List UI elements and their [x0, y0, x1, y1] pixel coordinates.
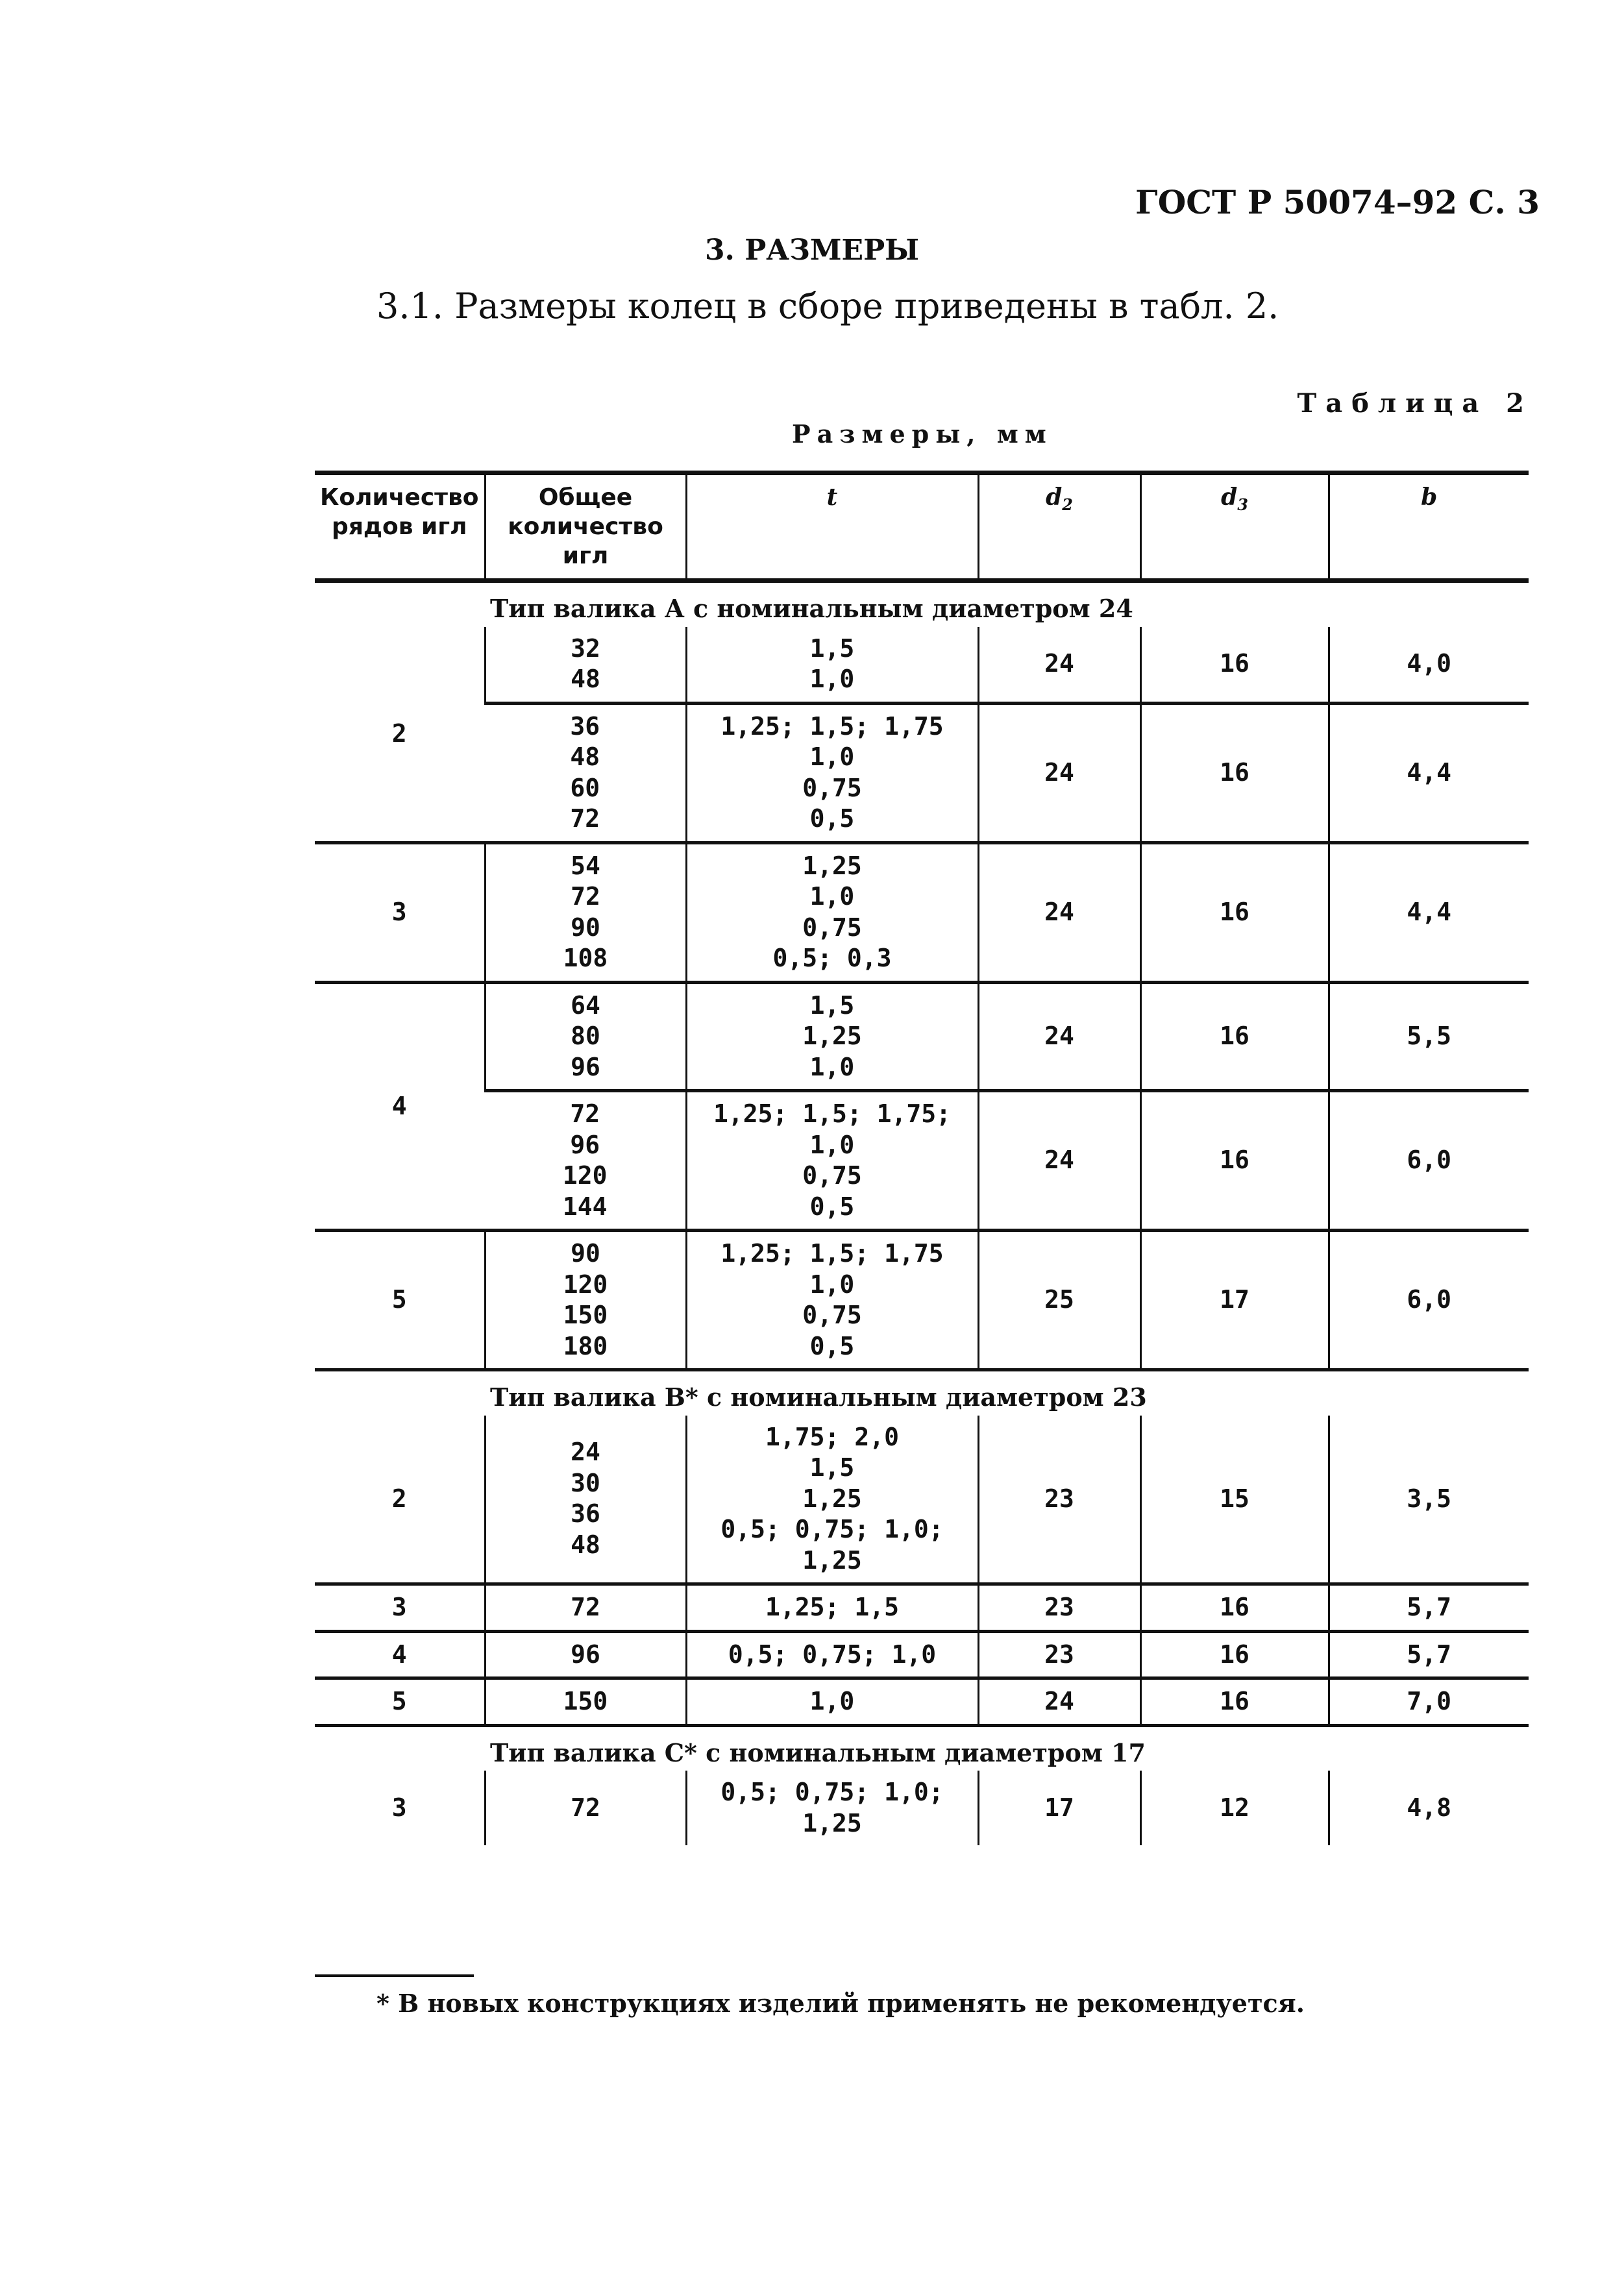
cell-t: 1,25; 1,5; 1,75 1,0 0,75 0,5: [686, 703, 978, 842]
cell-d3: 16: [1140, 1631, 1329, 1678]
cell-rows: 5: [315, 1678, 485, 1726]
cell-d2: 24: [978, 982, 1140, 1091]
cell-t: 0,5; 0,75; 1,0: [686, 1631, 978, 1678]
cell-d3: 16: [1140, 703, 1329, 842]
cell-b: 5,7: [1329, 1584, 1529, 1632]
cell-total: 36 48 60 72: [485, 703, 686, 842]
footnote-rule: [315, 1974, 474, 1977]
group-title-row: [315, 1370, 1529, 1416]
table-label: Таблица 2: [1297, 388, 1533, 419]
cell-total: 32 48: [485, 627, 686, 704]
cell-total: 96: [485, 1631, 686, 1678]
cell-d3: 16: [1140, 1584, 1329, 1632]
cell-d3: 15: [1140, 1416, 1329, 1584]
table-row: [315, 627, 1529, 704]
cell-b: 3,5: [1329, 1416, 1529, 1584]
cell-total: 54 72 90 108: [485, 842, 686, 982]
cell-t: 1,25; 1,5: [686, 1584, 978, 1632]
cell-d2: 17: [978, 1771, 1140, 1845]
cell-t: 1,25; 1,5; 1,75 1,0 0,75 0,5: [686, 1231, 978, 1370]
group-title-b: Тип валика В* с номинальным диаметром 23: [490, 1382, 1147, 1412]
cell-total: 72: [485, 1771, 686, 1845]
cell-rows: 2: [391, 1484, 407, 1513]
cell-b: 4,4: [1329, 703, 1529, 842]
cell-rows: 3: [315, 1584, 485, 1632]
paragraph-3-1: 3.1. Размеры колец в сборе приведены в табл. 2.: [376, 286, 1279, 326]
cell-rows: 2: [391, 718, 407, 748]
table-row: [315, 1678, 1529, 1726]
cell-d2: 23: [978, 1631, 1140, 1678]
table-row: [315, 1091, 1529, 1231]
table-header-row: [315, 473, 1529, 581]
cell-d2: 25: [978, 1231, 1140, 1370]
col-header-total: Общее количество игл: [485, 473, 686, 581]
cell-t: 1,0: [686, 1678, 978, 1726]
cell-b: 4,0: [1329, 627, 1529, 704]
document-header: ГОСТ Р 50074–92 С. 3: [1135, 183, 1540, 221]
cell-total: 72 96 120 144: [485, 1091, 686, 1231]
cell-rows: 3: [391, 1793, 407, 1822]
cell-d2: 24: [978, 1678, 1140, 1726]
cell-b: 5,5: [1329, 982, 1529, 1091]
cell-d2: 23: [978, 1416, 1140, 1584]
cell-rows: 4: [315, 1631, 485, 1678]
cell-total: 90 120 150 180: [485, 1231, 686, 1370]
col-header-b: b: [1329, 473, 1529, 581]
cell-d3: 12: [1140, 1771, 1329, 1845]
cell-t: 1,75; 2,0 1,5 1,25 0,5; 0,75; 1,0; 1,25: [686, 1416, 978, 1584]
cell-d2: 24: [978, 1091, 1140, 1231]
cell-t: 1,5 1,25 1,0: [686, 982, 978, 1091]
cell-t: 1,25; 1,5; 1,75; 1,0 0,75 0,5: [686, 1091, 978, 1231]
table-row: [315, 1584, 1529, 1632]
col-header-d3: $d_3$: [1140, 473, 1329, 581]
cell-d3: 16: [1140, 982, 1329, 1091]
cell-d3: 16: [1140, 842, 1329, 982]
group-title-c: Тип валика С* с номинальным диаметром 17: [490, 1738, 1146, 1767]
group-title-row: [315, 581, 1529, 627]
group-title-row: [315, 1725, 1529, 1771]
cell-b: 5,7: [1329, 1631, 1529, 1678]
col-header-d2: $d_2$: [978, 473, 1140, 581]
cell-d3: 16: [1140, 627, 1329, 704]
footnote: * В новых конструкциях изделий применять не рекомендуется.: [376, 1989, 1305, 2018]
table-row: [315, 1771, 1529, 1845]
cell-t: 1,25 1,0 0,75 0,5; 0,3: [686, 842, 978, 982]
cell-rows: 3: [315, 842, 485, 982]
section-title: 3. РАЗМЕРЫ: [704, 234, 920, 267]
table-row: [315, 842, 1529, 982]
table-row: [315, 982, 1529, 1091]
cell-d2: 24: [978, 627, 1140, 704]
cell-b: 6,0: [1329, 1091, 1529, 1231]
table-row: [315, 703, 1529, 842]
table-row: [315, 1631, 1529, 1678]
cell-rows: 4: [315, 982, 485, 1231]
cell-total: 150: [485, 1678, 686, 1726]
cell-total: 64 80 96: [485, 982, 686, 1091]
cell-d2: 24: [978, 703, 1140, 842]
cell-rows: 5: [315, 1231, 485, 1370]
units-caption: Размеры, мм: [792, 419, 1053, 448]
table-row: [315, 1231, 1529, 1370]
col-header-t: t: [686, 473, 978, 581]
cell-total: 24 30 36 48: [485, 1416, 686, 1584]
table-row: [315, 1416, 1529, 1584]
cell-d2: 24: [978, 842, 1140, 982]
cell-t: 1,5 1,0: [686, 627, 978, 704]
cell-b: 6,0: [1329, 1231, 1529, 1370]
group-title-a: Тип валика А с номинальным диаметром 24: [490, 594, 1133, 623]
dimensions-table: [315, 471, 1529, 1845]
cell-d2: 23: [978, 1584, 1140, 1632]
cell-total: 72: [485, 1584, 686, 1632]
cell-t: 0,5; 0,75; 1,0; 1,25: [686, 1771, 978, 1845]
cell-b: 7,0: [1329, 1678, 1529, 1726]
cell-d3: 16: [1140, 1678, 1329, 1726]
cell-d3: 17: [1140, 1231, 1329, 1370]
cell-d3: 16: [1140, 1091, 1329, 1231]
col-header-rows: Количество рядов игл: [315, 473, 485, 581]
cell-b: 4,4: [1329, 842, 1529, 982]
cell-b: 4,8: [1329, 1771, 1529, 1845]
